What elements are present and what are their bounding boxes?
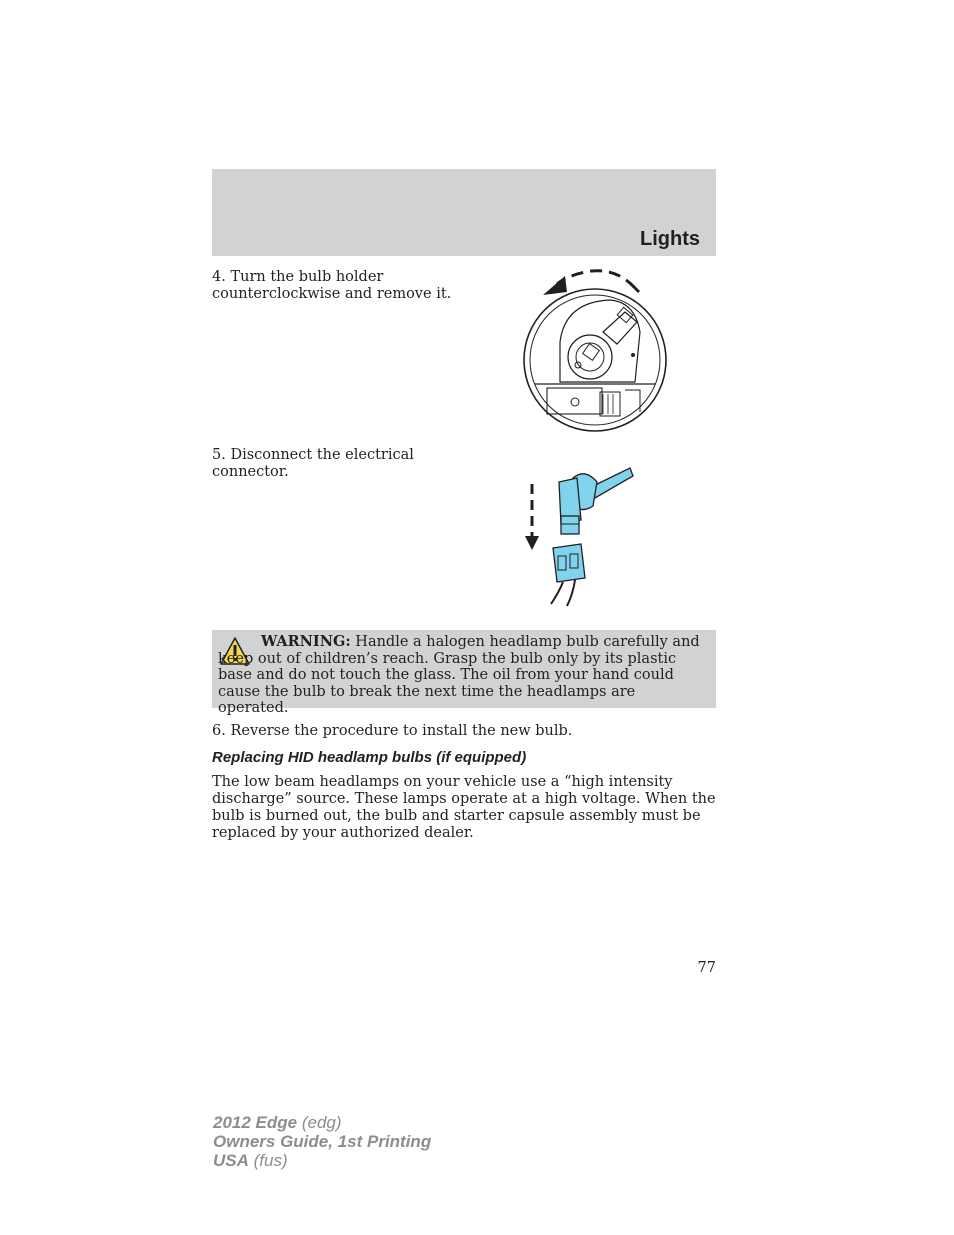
warning-text [218, 634, 708, 717]
page-number: 77 [697, 960, 716, 976]
step-6-text: 6. Reverse the procedure to install the new bulb. [212, 723, 573, 739]
hid-section-paragraph: The low beam headlamps on your vehicle use a “high intensity discharge” source. These lamps operate at a high voltage. When the bulb is burned out, the bulb and starter capsule assembly must be replaced by your authorized dealer. [212, 774, 716, 841]
footer-market-code: (fus) [253, 1151, 288, 1170]
footer-market: USA [213, 1151, 249, 1170]
connector-disconnect-figure [515, 460, 645, 610]
warning-body: Handle a halogen headlamp bulb carefully and keep out of children’s reach. Grasp the bulb only by its plastic base and do not touch the glass. The oil from your hand could cause the bulb to break the next time the headlamps are operated. [218, 634, 700, 716]
bulb-holder-rotation-figure [515, 262, 675, 437]
document-footer [213, 1113, 431, 1170]
warning-label: WARNING: [261, 633, 351, 650]
footer-model: 2012 Edge [213, 1113, 298, 1132]
hid-section-heading: Replacing HID headlamp bulbs (if equipped) [212, 749, 527, 766]
section-header-band [212, 169, 716, 256]
step-5-text: 5. Disconnect the electrical connector. [212, 447, 414, 480]
footer-model-code: (edg) [301, 1113, 342, 1132]
step-4-text: 4. Turn the bulb holder counterclockwise and remove it. [212, 269, 452, 302]
warning-box [212, 630, 716, 716]
section-title: Lights [640, 228, 700, 250]
footer-guide: Owners Guide, 1st Printing [213, 1132, 432, 1151]
